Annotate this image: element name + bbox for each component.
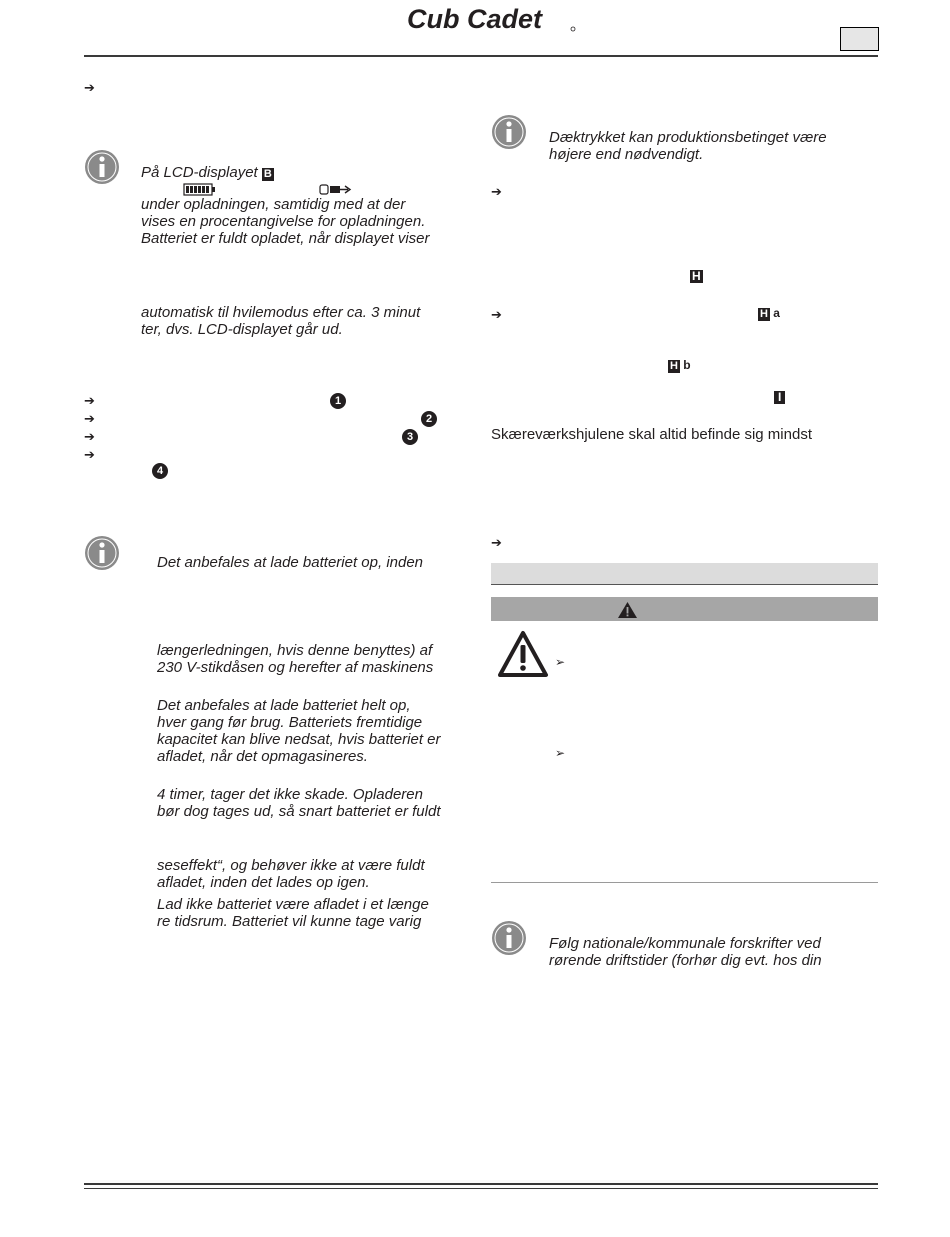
warning-triangle-icon xyxy=(497,630,549,678)
warning-small-icon xyxy=(617,601,638,619)
page-number-box xyxy=(840,27,879,51)
note-text: rørende driftstider (forhør dig evt. hos din xyxy=(549,952,822,969)
brand-text: Cub Cadet xyxy=(407,4,542,34)
right-arrow-icon: ➔ xyxy=(491,535,502,550)
note-text: Det anbefales at lade batteriet helt op, xyxy=(157,697,411,714)
note-text: hver gang før brug. Batteriets fremtidige xyxy=(157,714,423,731)
note-text: Dæktrykket kan produktionsbetinget være xyxy=(549,129,827,146)
info-icon xyxy=(491,114,527,150)
note-text: højere end nødvendigt. xyxy=(549,146,704,163)
footer-rule xyxy=(84,1183,878,1185)
note-text: 230 V-stikdåsen og herefter af maskinens xyxy=(157,659,434,676)
warning-header-band xyxy=(491,597,878,621)
note-text: Det anbefales at lade batteriet op, inden xyxy=(157,554,424,571)
note-text: vises en procentangivelse for opladningen. xyxy=(141,213,426,230)
note-text: kapacitet kan blive nedsat, hvis batteriet er xyxy=(157,731,441,748)
figure-ref-hb xyxy=(668,358,691,373)
battery-icon xyxy=(183,183,215,196)
right-arrow-icon: ➔ xyxy=(84,393,95,408)
note-text: længerledningen, hvis denne benyttes) af xyxy=(157,642,433,659)
info-icon xyxy=(84,535,120,571)
figure-badge-h: H xyxy=(692,269,701,283)
note-text: afladet, inden det lades op igen. xyxy=(157,874,370,891)
right-arrow-icon: ➔ xyxy=(84,80,95,95)
note-line xyxy=(141,164,274,181)
figure-suffix: a xyxy=(773,306,780,320)
right-arrow-icon: ➔ xyxy=(491,184,502,199)
note-text: Batteriet er fuldt opladet, når displayet viser xyxy=(141,230,430,247)
step-number-2: 2 xyxy=(421,411,437,427)
figure-badge-h: H xyxy=(760,308,768,320)
note-text: 4 timer, tager det ikke skade. Opladeren xyxy=(157,786,423,803)
note-text: afladet, når det opmagasineres. xyxy=(157,748,368,765)
info-icon xyxy=(84,149,120,185)
figure-badge-b: B xyxy=(263,168,272,180)
footer-rule-thin xyxy=(84,1188,878,1189)
info-icon xyxy=(491,920,527,956)
step-number-1: 1 xyxy=(330,393,346,409)
right-arrow-icon: ➔ xyxy=(84,429,95,444)
warning-box-bottom-rule xyxy=(491,882,878,883)
note-text: automatisk til hvilemodus efter ca. 3 minut xyxy=(141,304,421,321)
right-arrow-icon: ➔ xyxy=(84,411,95,426)
right-arrow-icon: ➔ xyxy=(84,447,95,462)
plug-charge-icon xyxy=(318,183,356,196)
note-text: Lad ikke batteriet være afladet i et længe xyxy=(157,896,429,913)
note-text: under opladningen, samtidig med at der xyxy=(141,196,406,213)
right-arrow-icon: ➔ xyxy=(491,307,502,322)
note-text: bør dog tages ud, så snart batteriet er fuldt xyxy=(157,803,441,820)
step-number-3: 3 xyxy=(402,429,418,445)
section-header-band xyxy=(491,563,878,585)
chevron-right-icon: ➢ xyxy=(555,655,566,669)
figure-badge-i: I xyxy=(774,391,785,404)
cub-cadet-logo xyxy=(405,4,577,34)
note-text: Følg nationale/kommunale forskrifter ved xyxy=(549,935,821,952)
body-text: Skæreværkshjulene skal altid befinde sig mindst xyxy=(491,426,812,443)
step-number-4: 4 xyxy=(152,463,168,479)
figure-ref-ha xyxy=(758,306,780,321)
figure-suffix: b xyxy=(683,358,691,372)
note-text: seseffekt“, og behøver ikke at være fuldt xyxy=(157,857,425,874)
figure-badge-h: H xyxy=(670,360,678,372)
note-text: ter, dvs. LCD-displayet går ud. xyxy=(141,321,343,338)
header-rule xyxy=(84,55,878,57)
note-text: På LCD-displayet xyxy=(141,164,258,181)
chevron-right-icon: ➢ xyxy=(555,746,566,760)
note-text: re tidsrum. Batteriet vil kunne tage varig xyxy=(157,913,422,930)
